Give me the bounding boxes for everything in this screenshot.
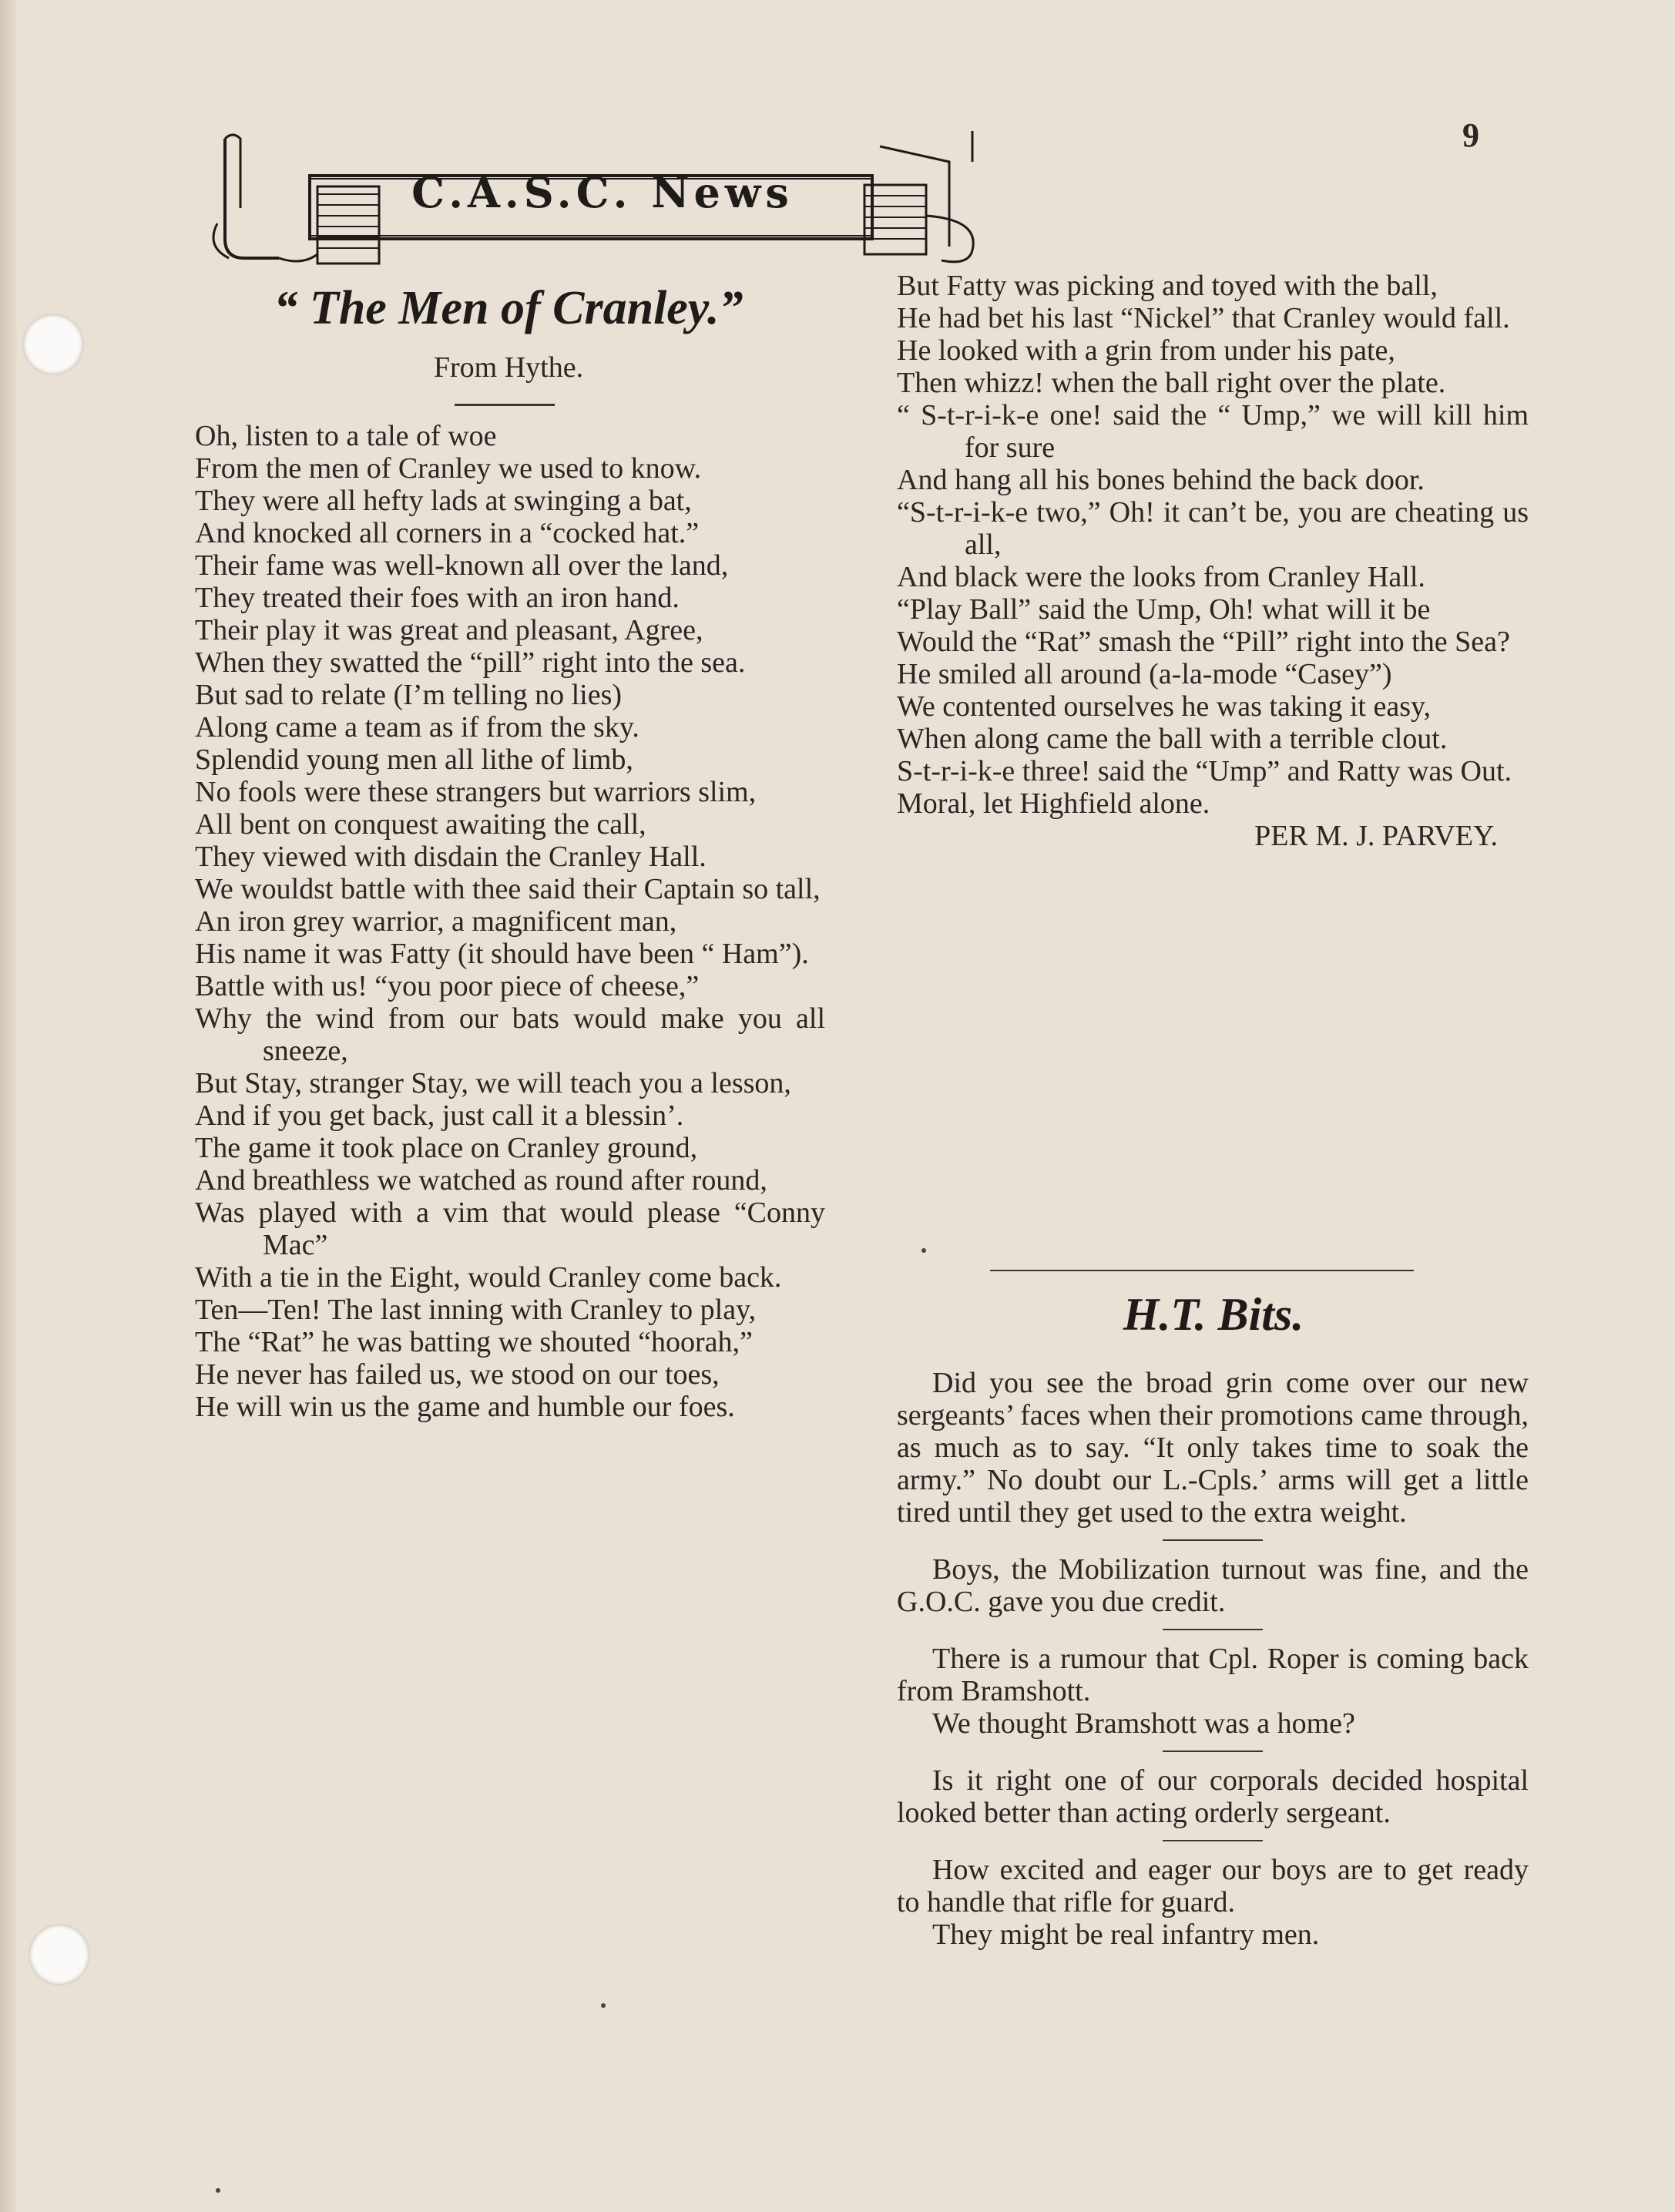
- poem-line: He never has failed us, we stood on our toes,: [195, 1358, 720, 1391]
- poem-line: The “Rat” he was batting we shouted “hoorah,”: [195, 1326, 753, 1358]
- poem-line: “Play Ball” said the Ump, Oh! what will it be: [897, 593, 1431, 626]
- poem-line: They were all hefty lads at swinging a bat,: [195, 485, 692, 517]
- poem-line: Splendid young men all lithe of limb,: [195, 743, 633, 776]
- poem-line: And if you get back, just call it a blessin’.: [195, 1099, 684, 1132]
- poem-line: Their fame was well-known all over the land,: [195, 549, 729, 582]
- poem-line: They treated their foes with an iron hand.: [195, 582, 680, 614]
- ink-speck: [921, 1248, 926, 1253]
- poem-line: Would the “Rat” smash the “Pill” right into the Sea?: [897, 626, 1510, 658]
- bits-divider: [1163, 1840, 1263, 1841]
- bits-column: [897, 1367, 1529, 1951]
- poem-line: He had bet his last “Nickel” that Cranley would fall.: [897, 302, 1510, 334]
- poem-line: But Stay, stranger Stay, we will teach you a lesson,: [195, 1067, 791, 1099]
- poem-line: S-t-r-i-k-e three! said the “Ump” and Ratty was Out.: [897, 755, 1512, 787]
- poem-line: Why the wind from our bats would make you all sneeze,: [195, 1002, 825, 1067]
- poem-line: And hang all his bones behind the back door.: [897, 464, 1425, 496]
- page-binding-edge: [0, 0, 17, 2212]
- poem-line: Then whizz! when the ball right over the plate.: [897, 367, 1446, 399]
- poem-line: “ S-t-r-i-k-e one! said the “ Ump,” we will kill him for sure: [897, 399, 1529, 464]
- poem-line: All bent on conquest awaiting the call,: [195, 808, 646, 841]
- punch-hole: [23, 314, 83, 374]
- poem-line: With a tie in the Eight, would Cranley come back.: [195, 1261, 782, 1294]
- bits-paragraph: Is it right one of our corporals decided hospital looked better than acting orderly sergeant.: [897, 1764, 1529, 1829]
- poem-line: Was played with a vim that would please “Conny Mac”: [195, 1197, 825, 1261]
- poem-line: And knocked all corners in a “cocked hat.”: [195, 517, 700, 549]
- poem-source: From Hythe.: [433, 351, 584, 384]
- poem-line: He looked with a grin from under his pate,: [897, 334, 1395, 367]
- poem-line: We contented ourselves he was taking it easy,: [897, 690, 1432, 723]
- poem-line: He smiled all around (a-la-mode “Casey”): [897, 658, 1392, 690]
- poem-line: From the men of Cranley we used to know.: [195, 452, 702, 485]
- poem-line: They viewed with disdain the Cranley Hall.: [195, 841, 707, 873]
- poem-line: Along came a team as if from the sky.: [195, 711, 639, 743]
- poem-signature: PER M. J. PARVEY.: [1254, 820, 1498, 852]
- poem-line: Battle with us! “you poor piece of cheese,”: [195, 970, 700, 1002]
- bits-paragraph: How excited and eager our boys are to get ready to handle that rifle for guard.: [897, 1854, 1529, 1918]
- poem-right-column: [897, 270, 1529, 852]
- poem-line: And breathless we watched as round after round,: [195, 1164, 767, 1197]
- poem-line: Ten—Ten! The last inning with Cranley to play,: [195, 1294, 757, 1326]
- punch-hole: [29, 1925, 89, 1985]
- poem-line: He will win us the game and humble our foes.: [195, 1391, 735, 1423]
- bits-divider: [1163, 1629, 1263, 1630]
- bits-paragraph: There is a rumour that Cpl. Roper is coming back from Bramshott.: [897, 1643, 1529, 1707]
- poem-line: His name it was Fatty (it should have been “ Ham”).: [195, 938, 809, 970]
- poem-line: We wouldst battle with thee said their Captain so tall,: [195, 873, 821, 905]
- bits-title: H.T. Bits.: [1123, 1289, 1304, 1340]
- bits-paragraph: Did you see the broad grin come over our new sergeants’ faces when their promotions came through, as much as to say. “It only takes time to soak the army.” No doubt our L.-Cpls.’ arms will get a little tired until they get used to the extra weight.: [897, 1367, 1529, 1529]
- poem-line: Oh, listen to a tale of woe: [195, 420, 497, 452]
- bits-divider: [1163, 1750, 1263, 1752]
- title-rule: [455, 404, 555, 406]
- poem-title: “ The Men of Cranley.”: [274, 282, 744, 334]
- poem-line: Moral, let Highfield alone.: [897, 787, 1210, 820]
- poem-line: But Fatty was picking and toyed with the ball,: [897, 270, 1438, 302]
- poem-line: No fools were these strangers but warriors slim,: [195, 776, 757, 808]
- poem-line: When along came the ball with a terrible clout.: [897, 723, 1448, 755]
- poem-line: And black were the looks from Cranley Hall.: [897, 561, 1425, 593]
- masthead-title: C.A.S.C. News: [411, 168, 794, 217]
- section-divider: [990, 1270, 1414, 1271]
- poem-line: But sad to relate (I’m telling no lies): [195, 679, 623, 711]
- masthead-banner: [210, 131, 988, 270]
- bits-divider: [1163, 1539, 1263, 1541]
- poem-line: An iron grey warrior, a magnificent man,: [195, 905, 677, 938]
- poem-line: When they swatted the “pill” right into the sea.: [195, 646, 746, 679]
- page-number: 9: [1462, 116, 1479, 154]
- poem-left-column: [195, 420, 825, 1423]
- ink-speck: [216, 2188, 220, 2193]
- ink-speck: [601, 2003, 606, 2008]
- poem-line: The game it took place on Cranley ground,: [195, 1132, 698, 1164]
- poem-line: “S-t-r-i-k-e two,” Oh! it can’t be, you are cheating us all,: [897, 496, 1529, 561]
- bits-paragraph: We thought Bramshott was a home?: [932, 1707, 1355, 1740]
- bits-paragraph: They might be real infantry men.: [932, 1918, 1320, 1951]
- bits-paragraph: Boys, the Mobilization turnout was fine, and the G.O.C. gave you due credit.: [897, 1553, 1529, 1618]
- poem-line: Their play it was great and pleasant, Agree,: [195, 614, 703, 646]
